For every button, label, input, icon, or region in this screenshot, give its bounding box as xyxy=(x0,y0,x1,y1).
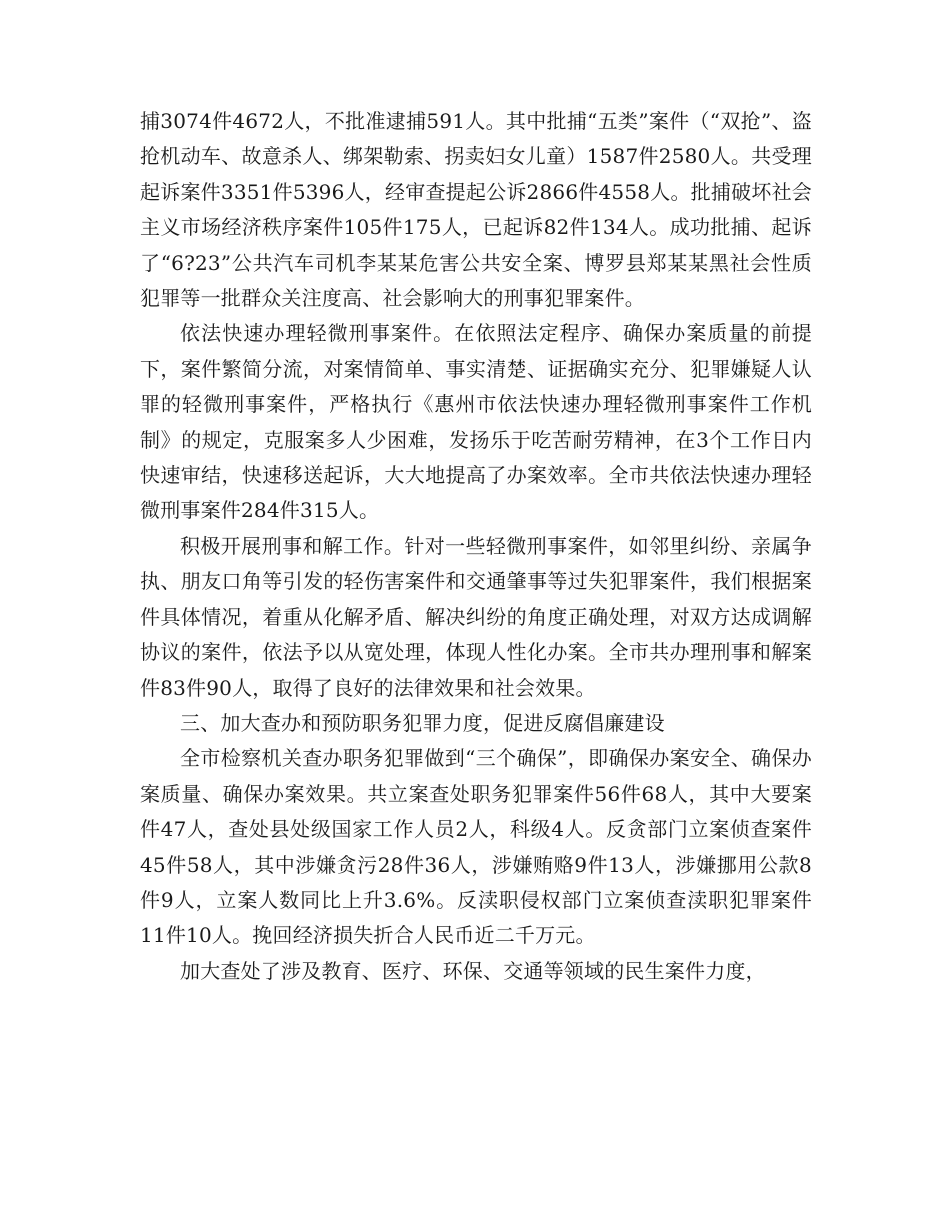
section-heading-anti-corruption: 三、加大查办和预防职务犯罪力度，促进反腐倡廉建设 xyxy=(180,710,665,735)
document-body xyxy=(140,104,812,989)
paragraph-criminal-reconciliation: 积极开展刑事和解工作。针对一些轻微刑事案件，如邻里纠纷、亲属争执、朋友口角等引发的轻伤害案件和交通肇事等过失犯罪案件，我们根据案件具体情况，着重从化解矛盾、解决纠纷的角度正确处理，对双方达成调解协议的案件，依法予以从宽处理，体现人性化办案。全市共办理刑事和解案件83件90人，取得了良好的法律效果和社会效果。 xyxy=(140,533,812,700)
paragraph-duty-crime-statistics: 全市检察机关查办职务犯罪做到“三个确保”，即确保办案安全、确保办案质量、确保办案效果。共立案查处职务犯罪案件56件68人，其中大要案件47人，查处县处级国家工作人员2人，科级4人。反贪部门立案侦查案件45件58人，其中涉嫌贪污28件36人，涉嫌贿赂9件13人，涉嫌挪用公款8件9人，立案人数同比上升3.6%。反渎职侵权部门立案侦查渎职犯罪案件11件10人。挽回经济损失折合人民币近二千万元。 xyxy=(140,746,812,948)
paragraph-livelihood-cases: 加大查处了涉及教育、医疗、环保、交通等领域的民生案件力度， xyxy=(180,958,766,983)
paragraph-arrest-statistics: 捕3074件4672人，不批准逮捕591人。其中批捕“五类”案件（“双抢”、盗抢机动车、故意杀人、绑架勒索、拐卖妇女儿童）1587件2580人。共受理起诉案件3351件5396人，经审查提起公诉2866件4558人。批捕破坏社会主义市场经济秩序案件105件175人，已起诉82件134人。成功批捕、起诉了“6?23”公共汽车司机李某某危害公共安全案、博罗县郑某某黑社会性质犯罪等一批群众关注度高、社会影响大的刑事犯罪案件。 xyxy=(140,109,812,311)
paragraph-fast-track-minor-cases: 依法快速办理轻微刑事案件。在依照法定程序、确保办案质量的前提下，案件繁简分流，对案情简单、事实清楚、证据确实充分、犯罪嫌疑人认罪的轻微刑事案件，严格执行《惠州市依法快速办理轻微刑事案件工作机制》的规定，克服案多人少困难，发扬乐于吃苦耐劳精神，在3个工作日内快速审结，快速移送起诉，大大地提高了办案效率。全市共依法快速办理轻微刑事案件284件315人。 xyxy=(140,321,812,523)
